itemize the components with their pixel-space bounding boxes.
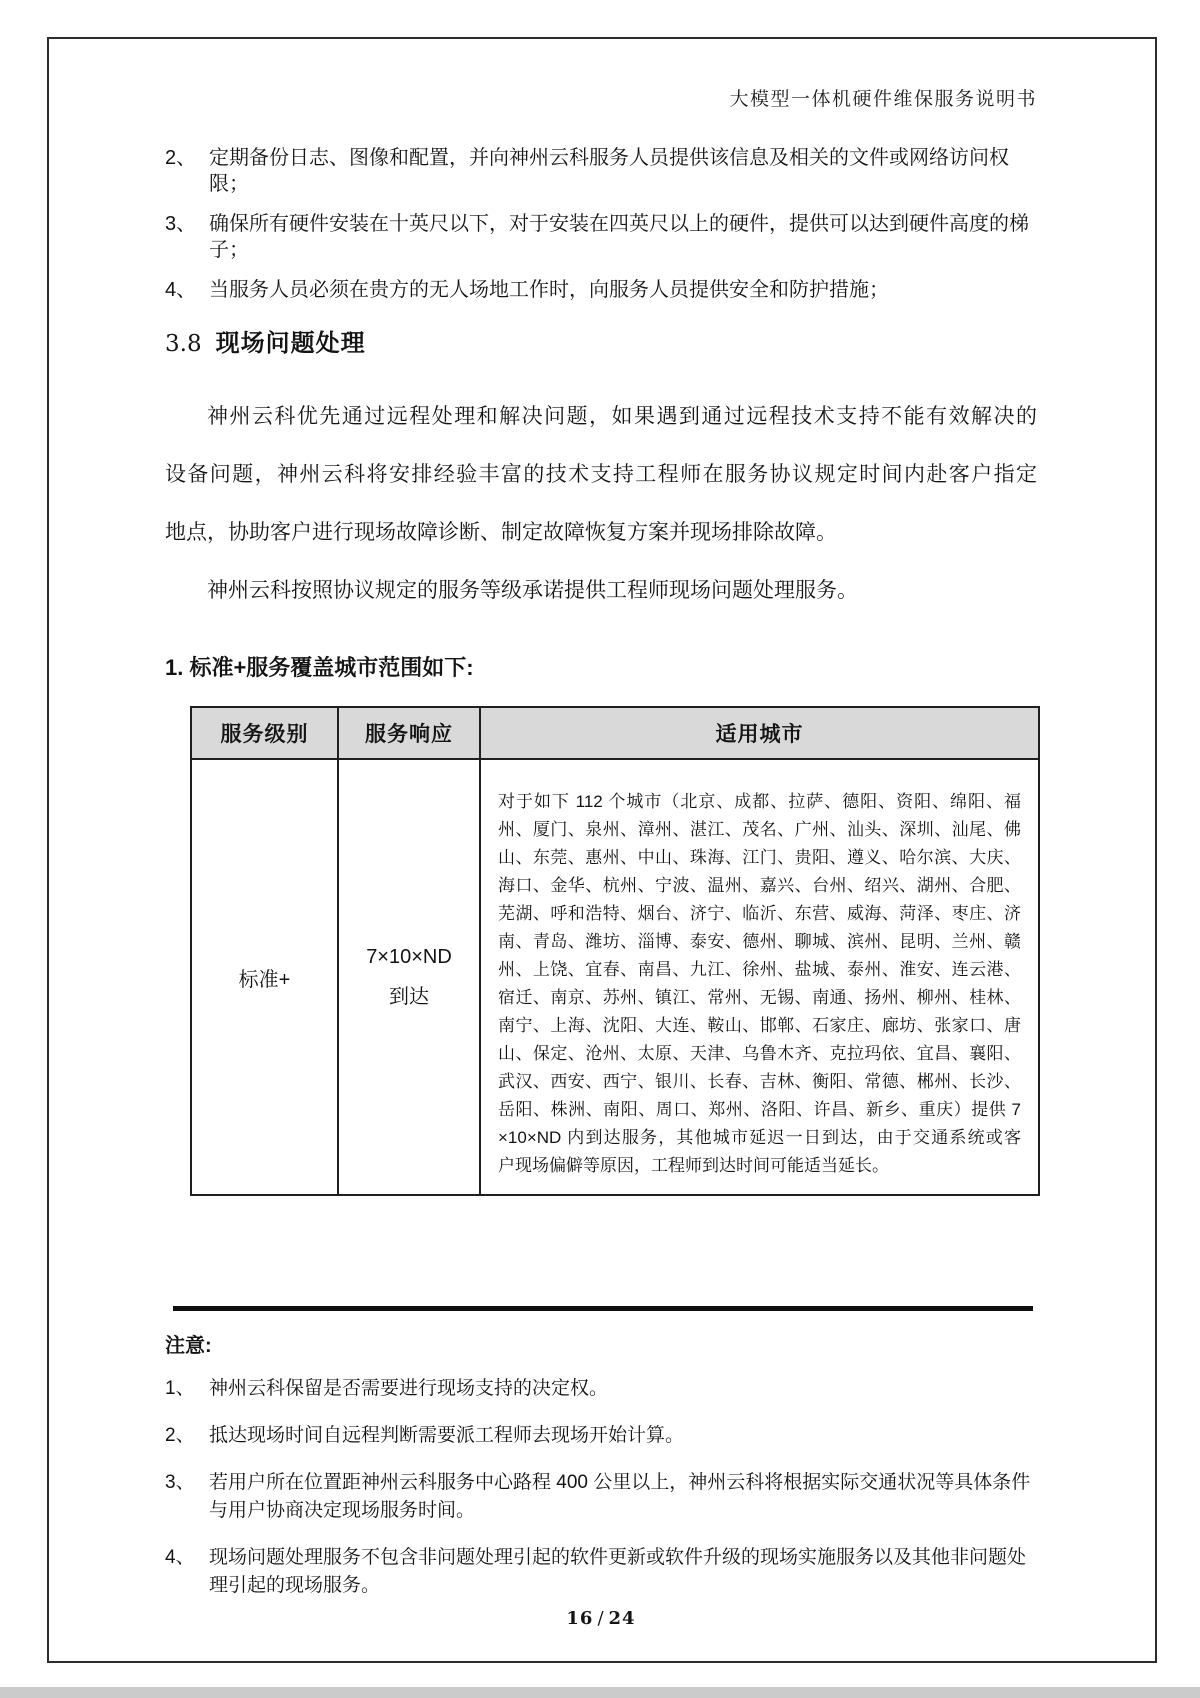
notes-title: 注意: xyxy=(165,1335,212,1357)
list-item xyxy=(165,277,1037,303)
page-footer xyxy=(165,1608,1037,1629)
note-item xyxy=(165,1469,1037,1525)
document-title: 大模型一体机硬件维保服务说明书 xyxy=(729,88,1037,110)
service-coverage-table xyxy=(190,706,1040,1196)
note-item xyxy=(165,1544,1037,1600)
section-number: 3.8 xyxy=(165,331,202,357)
item-text: 神州云科保留是否需要进行现场支持的决定权。 xyxy=(209,1378,609,1399)
note-item xyxy=(165,1375,1037,1403)
item-number: 1、 xyxy=(165,1378,195,1399)
section-title: 现场问题处理 xyxy=(215,330,366,357)
header-cell-applicable-cities: 适用城市 xyxy=(480,707,1039,759)
table-caption-heading: 1. 标准+服务覆盖城市范围如下: xyxy=(165,655,474,680)
item-text: 若用户所在位置距神州云科服务中心路程 400 公里以上，神州云科将根据实际交通状况等具体条件 与用户协商决定现场服务时间。 xyxy=(209,1472,1031,1521)
list-item xyxy=(165,145,1037,197)
note-item xyxy=(165,1422,1037,1450)
notes-divider xyxy=(173,1306,1033,1311)
page-number-separator: / xyxy=(597,1608,605,1629)
header-cell-service-level: 服务级别 xyxy=(191,707,338,759)
table-row xyxy=(191,759,1039,1195)
item-text: 当服务人员必须在贵方的无人场地工作时，向服务人员提供安全和防护措施； xyxy=(209,279,889,301)
cell-applicable-cities: 对于如下 112 个城市（北京、成都、拉萨、德阳、资阳、绵阳、福 州、厦门、泉州、漳州、湛江、茂名、广州、汕头、深圳、汕尾、佛 山、东莞、惠州、中山、珠海、江门、贵阳、遵义、哈尔滨、大庆、 海口、金华、杭州、宁波、温州、嘉兴、台州、绍兴、湖州、合肥、 芜湖、呼和浩特、烟台、济宁、临沂、东营、威海、菏泽、枣庄、济 南、青岛、潍坊、淄博、泰安、德州、聊城、滨州、昆明、兰州、赣 州、上饶、宜春、南昌、九江、徐州、盐城、泰州、淮安、连云港、 宿迁、南京、苏州、镇江、常州、无锡、南通、扬州、柳州、桂林、 南宁、上海、沈阳、大连、鞍山、邯郸、石家庄、廊坊、张家口、唐 山、保定、沧州、太原、天津、乌鲁木齐、克拉玛依、宜昌、襄阳、 武汉、西安、西宁、银川、长春、吉林、衡阳、常德、郴州、长沙、 岳阳、株洲、南阳、周口、郑州、洛阳、许昌、新乡、重庆）提供 7 ×10×ND 内到达服务，其他城市延迟一日到达，由于交通系统或客 户现场偏僻等原因，工程师到达时间可能适当延长。 xyxy=(480,759,1039,1195)
list-item xyxy=(165,211,1037,263)
table-header-row xyxy=(191,707,1039,759)
item-text: 确保所有硬件安装在十英尺以下，对于安装在四英尺以上的硬件，提供可以达到硬件高度的梯子； xyxy=(209,213,1029,261)
scan-edge-strip xyxy=(0,1687,1200,1698)
item-number: 4、 xyxy=(165,1547,195,1568)
item-text: 现场问题处理服务不包含非问题处理引起的软件更新或软件升级的现场实施服务以及其他非问题处 理引起的现场服务。 xyxy=(209,1547,1027,1596)
item-text: 定期备份日志、图像和配置，并向神州云科服务人员提供该信息及相关的文件或网络访问权限； xyxy=(209,147,1009,195)
item-number: 3、 xyxy=(165,1472,195,1493)
item-number: 4、 xyxy=(165,279,197,301)
pre-note-list xyxy=(165,145,1037,303)
paragraph: 神州云科优先通过远程处理和解决问题，如果遇到通过远程技术支持不能有效解决的 设备问题，神州云科将安排经验丰富的技术支持工程师在服务协议规定时间内赴客户指定 地点，协助客户进行现场故障诊断、制定故障恢复方案并现场排除故障。 xyxy=(165,405,1037,544)
cell-service-level: 标准+ xyxy=(191,759,338,1195)
notes-list xyxy=(165,1375,1037,1600)
page-number-total: 24 xyxy=(608,1608,636,1629)
item-text: 抵达现场时间自远程判断需要派工程师去现场开始计算。 xyxy=(209,1425,685,1446)
item-number: 2、 xyxy=(165,147,197,169)
item-number: 3、 xyxy=(165,213,197,235)
section-heading xyxy=(165,323,1037,358)
cell-service-response: 7×10×ND 到达 xyxy=(338,759,480,1195)
paragraph: 神州云科按照协议规定的服务等级承诺提供工程师现场问题处理服务。 xyxy=(207,579,858,602)
page-number-current: 16 xyxy=(566,1608,594,1629)
page-content xyxy=(165,70,1037,1619)
item-number: 2、 xyxy=(165,1425,195,1446)
header-cell-service-response: 服务响应 xyxy=(338,707,480,759)
